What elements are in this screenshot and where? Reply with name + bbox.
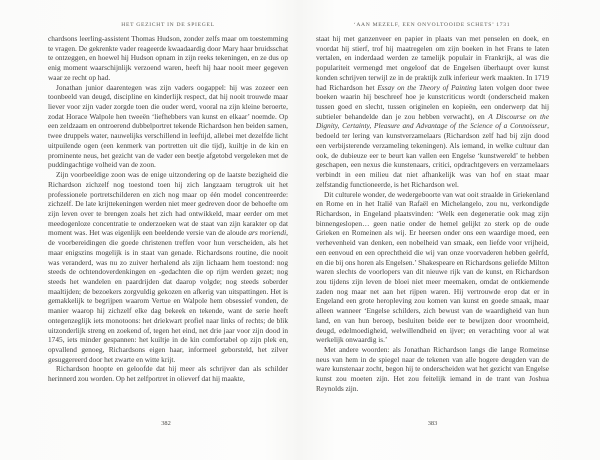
paragraph xyxy=(48,83,288,170)
right-page-text xyxy=(316,34,549,418)
paragraph xyxy=(316,345,549,394)
text-run: Zijn voorbeeldige zoon was de enige uitzondering op de laatste bezigheid die Richardson zichzelf nog toestond toen hij zich langzaam terugtrok uit het professionele portretschilderen en zich nog maar op één model concentreerde: zichzelf. De late krijttekeningen werden niet meer gedreven door de behoefte om zijn leven over te brengen zoals het zich had ontwikkeld, maar eerder om met meedogenloze concentratie te onderzoeken wat de staat van zijn karakter op dat moment was. Het was eigenlijk een beeldende versie van de aloude xyxy=(48,170,288,238)
page-number-right: 383 xyxy=(427,420,438,427)
paragraph xyxy=(48,34,288,83)
page-number-left: 382 xyxy=(161,420,171,427)
text-run: , de voorbereidingen die goede christenen treffen voor hun verscheiden, als het maar enigszins mogelijk is in staat van genade. Richardsons routine, die nooit was veranderd, was nu zo zuiver herhalend als zijn lichaam hem toestond: nog steeds de ochtendoverdenkingen en -gedachten die op rijm werden gezet; nog steeds het wandelen en paardrijden dat daarop volgde; nog steeds soberder maaltijden; de bezoekers zorgvuldig gekozen en afkerig van uitspattingen. Het is gemakkelijk te begrijpen waarom Vertue en Walpole hem obsessief vonden, de manier waarop hij zichzelf elke dag bekeek en tekende, want de serie heeft ontegenzeglijk iets monotoons: het driekwart profiel naar links of rechts; de blik uitzonderlijk streng en zoekend of, tegen het eind, net drie jaar voor zijn dood in 1745, iets minder gespannen: het kuiltje in de kin comfortabel op zijn plek en, opvallend genoeg, Richardsons eigen haar, informeel geborsteld, het zilver gesuggereerd door het zwarte en witte krijt. xyxy=(48,228,288,364)
text-run: chardsons leerling-assistent Thomas Hudson, zonder zelfs maar om toestemming te vragen. De gekrenkte vader reageerde kwaadaardig door Mary haar bruidsschat te ontzeggen, en hoewel hij Hudson opnam in zijn reeks tekeningen, en ze dus op enig moment waarschijnlijk verzoend waren, heeft hij haar nooit meer gegeven waar ze recht op had. xyxy=(48,34,288,82)
paragraph xyxy=(48,170,288,364)
paragraph xyxy=(48,364,288,383)
text-run: staat hij met ganzenveer en papier in plaats van met penselen en doek, en voordat hij stierf, trof hij maatregelen om zijn boeken in het Frans te laten vertalen, en inderdaad werden ze tamelijk populair in Frankrijk, al was die populariteit vermengd met ongeloof dat de Engelsen überhaupt over kunst konden schrijven terwijl ze in de praktijk zulk inferieur werk maakten. In 1719 had Richardson het xyxy=(316,34,549,92)
text-run: Met andere woorden: als Jonathan Richardson langs die lange Romeinse neus van hem in de spiegel naar de tekenen van alle hogere deugden van de ware kunstenaar zocht, begon hij te onderscheiden wat het gezicht van Engelse kunst zou moeten zijn. Het zou feitelijk iemand in de trant van Joshua Reynolds zijn. xyxy=(316,345,549,393)
text-run: laten volgen door twee boeken waarin hij beschreef hoe je kunstcriticus wordt (onderscheid maken tussen goed en slecht, tussen originelen en kopieën, een onderwerp dat hij subtieler behandelde dan je zou hebben verwacht), en xyxy=(316,82,549,121)
paragraph xyxy=(316,34,549,190)
italic-text-run: ars moriendi xyxy=(248,228,287,238)
paragraph xyxy=(316,190,549,346)
running-head-left: HET GEZICHT IN DE SPIEGEL xyxy=(121,22,215,28)
italic-text-run: A Discourse on the Dignity, Certainty, Pleasure and Advantage of the Science of a Connoisseur xyxy=(316,111,549,131)
running-head-right: ‘AAN MEZELF, EEN ONVOLTOOIDE SCHETS’ 1731 xyxy=(353,22,511,28)
text-run: Jonathan junior daarentegen was zijn vaders oogappel: hij was zozeer een toonbeeld van deugd, discipline en kinderlijk respect, dat hij nooit trouwde maar liever voor zijn vader zorgde toen die ouder werd, vooral na zijn kleine beroerte, zodat Horace Walpole hen tweeën ‘liefhebbers van kunst en elkaar’ noemde. Op een zeldzaam en ontroerend dubbelportret tekende Richardson hen beiden samen, twee druppels water, nauwelijks verschillend in leeftijd, allebei met dezelfde licht uitpuilende ogen (een kenmerk van portretten uit die tijd), kuiltje in de kin en prominente neus, het gezicht van de vader een beetje afgetobd vergeleken met de puddingachtige volheid van de zoon. xyxy=(48,82,288,170)
italic-text-run: Essay on the Theory of Painting xyxy=(377,82,477,92)
text-run: Dit culturele wonder, de wedergeboorte van wat ooit straalde in Griekenland en Rome en in het Italië van Rafaël en Michelangelo, zou nu, verkondigde Richardson, in Engeland plaatsvinden: ‘Welk een degeneratie ook mag zijn binnengeslopen… geen natie onder de hemel gelijkt zo sterk op de oude Grieken en Romeinen als wij. Er heersen onder ons een waardige moed, een verhevenheid van denken, een nobelheid van smaak, een liefde voor vrijheid, een eenvoud en een oprechtheid die wij van onze voorvaderen hebben geërfd, en die bij ons horen als Engelsen.’ Shakespeare en Richardsons geliefde Milton waren slechts de voorlopers van dit nieuwe rijk van de kunst, en Richardson zou tijdens zijn leven de bloei niet meer meemaken, omdat de ontkiemende zaden nog maar net aan het rijpen waren. Hij vertrouwde erop dat er in Engeland een grote heropleving zou komen van kunst en goede smaak, maar alleen wanneer ‘Engelse schilders, zich bewust van de waardigheid van hun land, en van hun beroep, besluiten beide eer te bewijzen door vroomheid, deugd, edelmoedigheid, welwillendheid en ijver; en verachting voor al wat werkelijk onwaardig is.’ xyxy=(316,189,549,345)
text-run: Richardson hoopte en geloofde dat hij meer als schrijver dan als schilder herinnerd zou worden. Op het zelfportret in olieverf dat hij maakte, xyxy=(48,364,288,384)
text-run: , bedoeld ter lering van kunstverzamelaars (Richardson zelf had bij zijn dood een verbijsterende verzameling tekeningen). Als iemand, in welke cultuur dan ook, de dubieuze eer te beurt kan vallen een Engelse ‘kunstwereld’ te hebben geschapen, een nexus die kunstenaars, critici, opdrachtgevers en verzamelaars verbindt in een milieu dat niet afhankelijk was van hof en staat maar zelfstandig functioneerde, is het Richardson wel. xyxy=(316,121,549,189)
left-page-text xyxy=(48,34,288,418)
